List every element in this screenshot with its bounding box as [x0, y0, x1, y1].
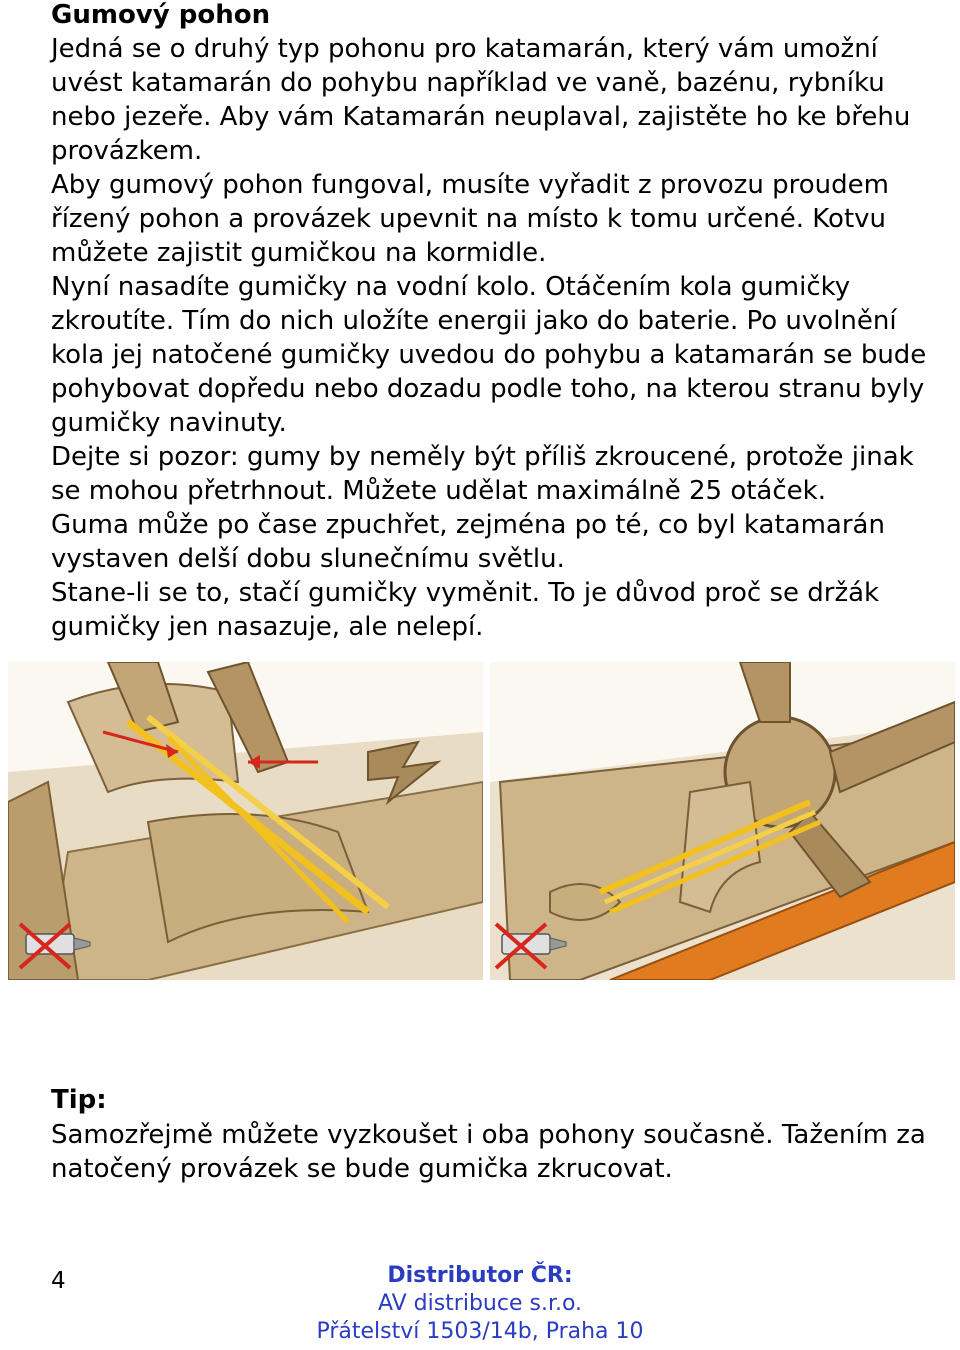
paragraph-warning: Dejte si pozor: gumy by neměly být příliš zkroucené, protože jinak se mohou přetrhnout. Můžete udělat maximálně 25 otáček.	[51, 442, 914, 506]
paragraph-replace: Stane-li se to, stačí gumičky vyměnit. To je důvod proč se držák gumičky jen nasazuje, ale nelepí.	[51, 578, 880, 642]
tip-text: Samozřejmě můžete vyzkoušet i oba pohony současně. Tažením za natočený provázek se bude gumička zkrucovat.	[51, 1120, 926, 1184]
paragraph-aging: Guma může po čase zpuchřet, zejména po té, co byl katamarán vystaven delší dobu slunečnímu světlu.	[51, 510, 885, 574]
paragraph-intro: Jedná se o druhý typ pohonu pro katamarán, který vám umožní uvést katamarán do pohybu například ve vaně, bazénu, rybníku nebo jezeře. Aby vám Katamarán neuplaval, zajistěte ho ke břehu provázkem.	[51, 34, 911, 166]
footer	[280, 1262, 680, 1346]
distributor-address: Přátelství 1503/14b, Praha 10	[316, 1319, 644, 1344]
distributor-label: Distributor ČR:	[387, 1263, 573, 1288]
distributor-company: AV distribuce s.r.o.	[377, 1291, 583, 1316]
page-number: 4	[51, 1268, 66, 1294]
tip-heading: Tip:	[51, 1085, 107, 1115]
illustration-left	[8, 662, 483, 980]
illustration-right	[490, 662, 955, 980]
section-title: Gumový pohon	[51, 0, 271, 30]
paragraph-winding: Nyní nasadíte gumičky na vodní kolo. Otáčením kola gumičky zkroutíte. Tím do nich uložíte energii jako do baterie. Po uvolnění kola jej natočené gumičky uvedou do pohybu a katamarán se bude pohybovat dopředu nebo dozadu podle toho, na kterou stranu byly gumičky navinuty.	[51, 272, 927, 438]
paragraph-setup: Aby gumový pohon fungoval, musíte vyřadit z provozu proudem řízený pohon a provázek upevnit na místo k tomu určené. Kotvu můžete zajistit gumičkou na kormidle.	[51, 170, 889, 268]
